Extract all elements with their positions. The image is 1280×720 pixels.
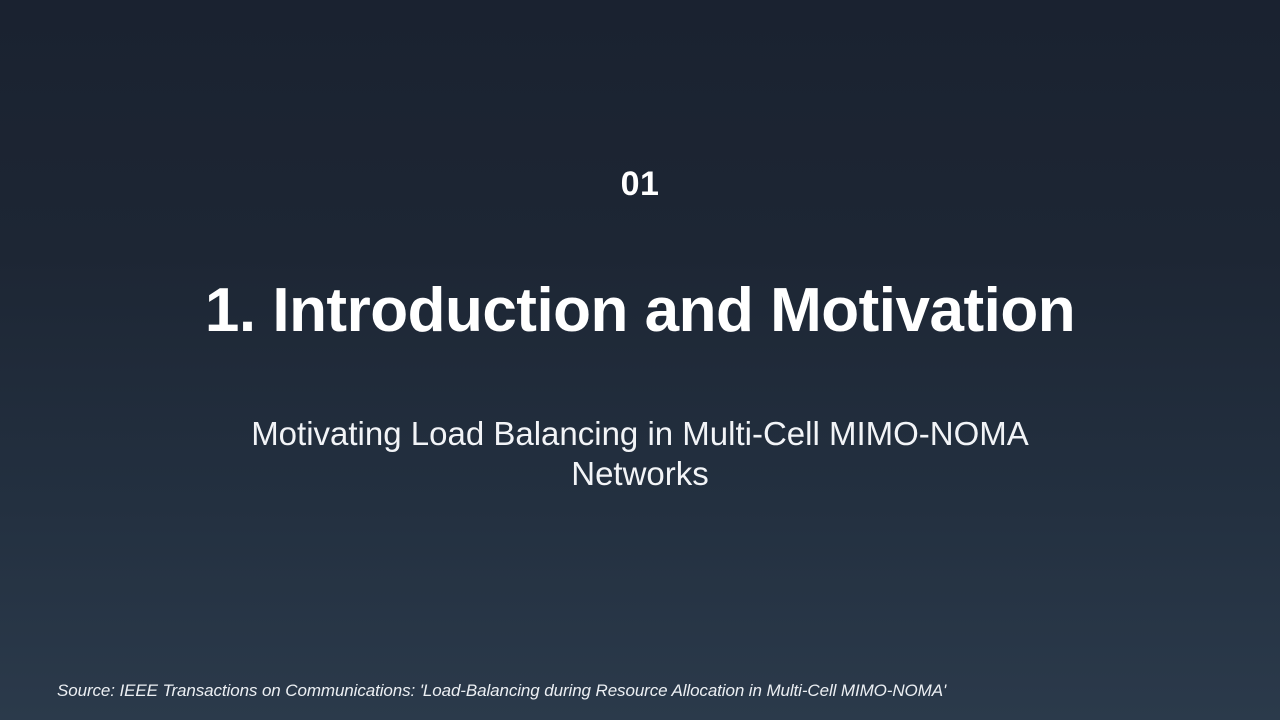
page-title: 1. Introduction and Motivation — [204, 275, 1076, 345]
slide-subtitle: Motivating Load Balancing in Multi-Cell MIMO-NOMA Networks — [251, 415, 1029, 492]
source-citation: Source: IEEE Transactions on Communications: 'Load-Balancing during Resource Allocation in Multi-Cell MIMO-NOMA' — [57, 681, 947, 700]
section-number: 01 — [620, 165, 660, 203]
